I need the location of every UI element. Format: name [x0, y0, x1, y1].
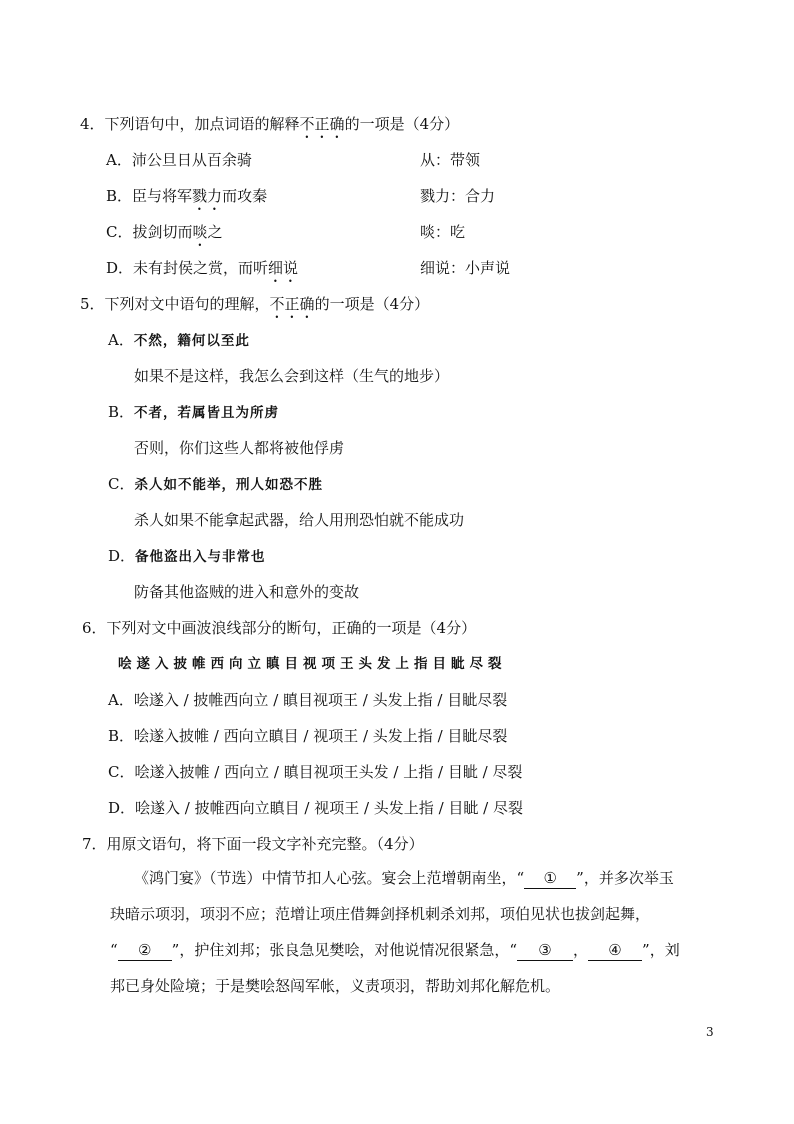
page-number: 3: [706, 1025, 714, 1039]
blank-3[interactable]: ③: [517, 940, 573, 961]
q5-option-b: B．不者，若属皆且为所虏: [108, 403, 280, 421]
q4-option-a-meaning: 从：带领: [420, 151, 481, 169]
q7-title: 7．用原文语句，将下面一段文字补充完整。（4分）: [82, 835, 424, 853]
q5-option-a-translation: 如果不是这样，我怎么会到这样（生气的地步）: [134, 367, 450, 385]
q5-option-d-translation: 防备其他盗贼的进入和意外的变故: [134, 583, 360, 601]
q4-option-a: A．沛公旦日从百余骑: [106, 151, 252, 169]
q5-option-a: A．不然，籍何以至此: [108, 331, 250, 349]
q6-title: 6．下列对文中画波浪线部分的断句，正确的一项是（4分）: [82, 619, 477, 637]
q4-option-d: D．未有封侯之赏，而听细说: [106, 259, 299, 277]
q4-option-c: C．拔剑切而啖之: [106, 223, 223, 241]
q6-option-c: C．哙遂入披帷 / 西向立 / 瞋目视项王头发 / 上指 / 目眦 / 尽裂: [108, 763, 523, 781]
q6-option-b: B．哙遂入披帷 / 西向立瞋目 / 视项王 / 头发上指 / 目眦尽裂: [108, 727, 508, 745]
q5-option-c: C．杀人如不能举，刑人如恐不胜: [108, 475, 323, 493]
q4-title: 4．下列语句中，加点词语的解释不正确的一项是（4分）: [80, 115, 460, 133]
q7-paragraph-line-3: “ ② ”，护住刘邦；张良急见樊哙，对他说情况很紧急，“ ③ ， ④ ”，刘: [110, 941, 680, 959]
q6-option-a: A．哙遂入 / 披帷西向立 / 瞋目视项王 / 头发上指 / 目眦尽裂: [108, 691, 508, 709]
blank-2[interactable]: ②: [118, 940, 172, 961]
q7-paragraph-line-4: 邦已身处险境；于是樊哙怒闯军帐，义责项羽，帮助刘邦化解危机。: [110, 977, 561, 995]
q4-option-b: B．臣与将军戮力而攻秦: [106, 187, 268, 205]
q5-option-b-translation: 否则，你们这些人都将被他俘虏: [134, 439, 345, 457]
blank-4[interactable]: ④: [588, 940, 642, 961]
q5-option-d: D．备他盗出入与非常也: [108, 547, 266, 565]
q7-paragraph-line-2: 玦暗示项羽，项羽不应；范增让项庄借舞剑择机刺杀刘邦，项伯见状也拔剑起舞，: [110, 905, 651, 923]
blank-1[interactable]: ①: [524, 868, 576, 889]
q5-title: 5．下列对文中语句的理解，不正确的一项是（4分）: [80, 295, 430, 313]
q4-option-c-meaning: 啖：吃: [420, 223, 466, 241]
q4-option-b-meaning: 戮力：合力: [420, 187, 496, 205]
q5-option-c-translation: 杀人如果不能拿起武器，给人用刑恐怕就不能成功: [134, 511, 465, 529]
q4-option-d-meaning: 细说：小声说: [420, 259, 511, 277]
q6-sequence: 哙遂入披帷西向立瞋目视项王头发上指目眦尽裂: [118, 656, 507, 672]
q7-paragraph-line-1: 《鸿门宴》（节选）中情节扣人心弦。宴会上范增朝南坐，“ ① ”，并多次举玉: [134, 869, 674, 887]
q6-option-d: D．哙遂入 / 披帷西向立瞋目 / 视项王 / 头发上指 / 目眦 / 尽裂: [108, 799, 523, 817]
